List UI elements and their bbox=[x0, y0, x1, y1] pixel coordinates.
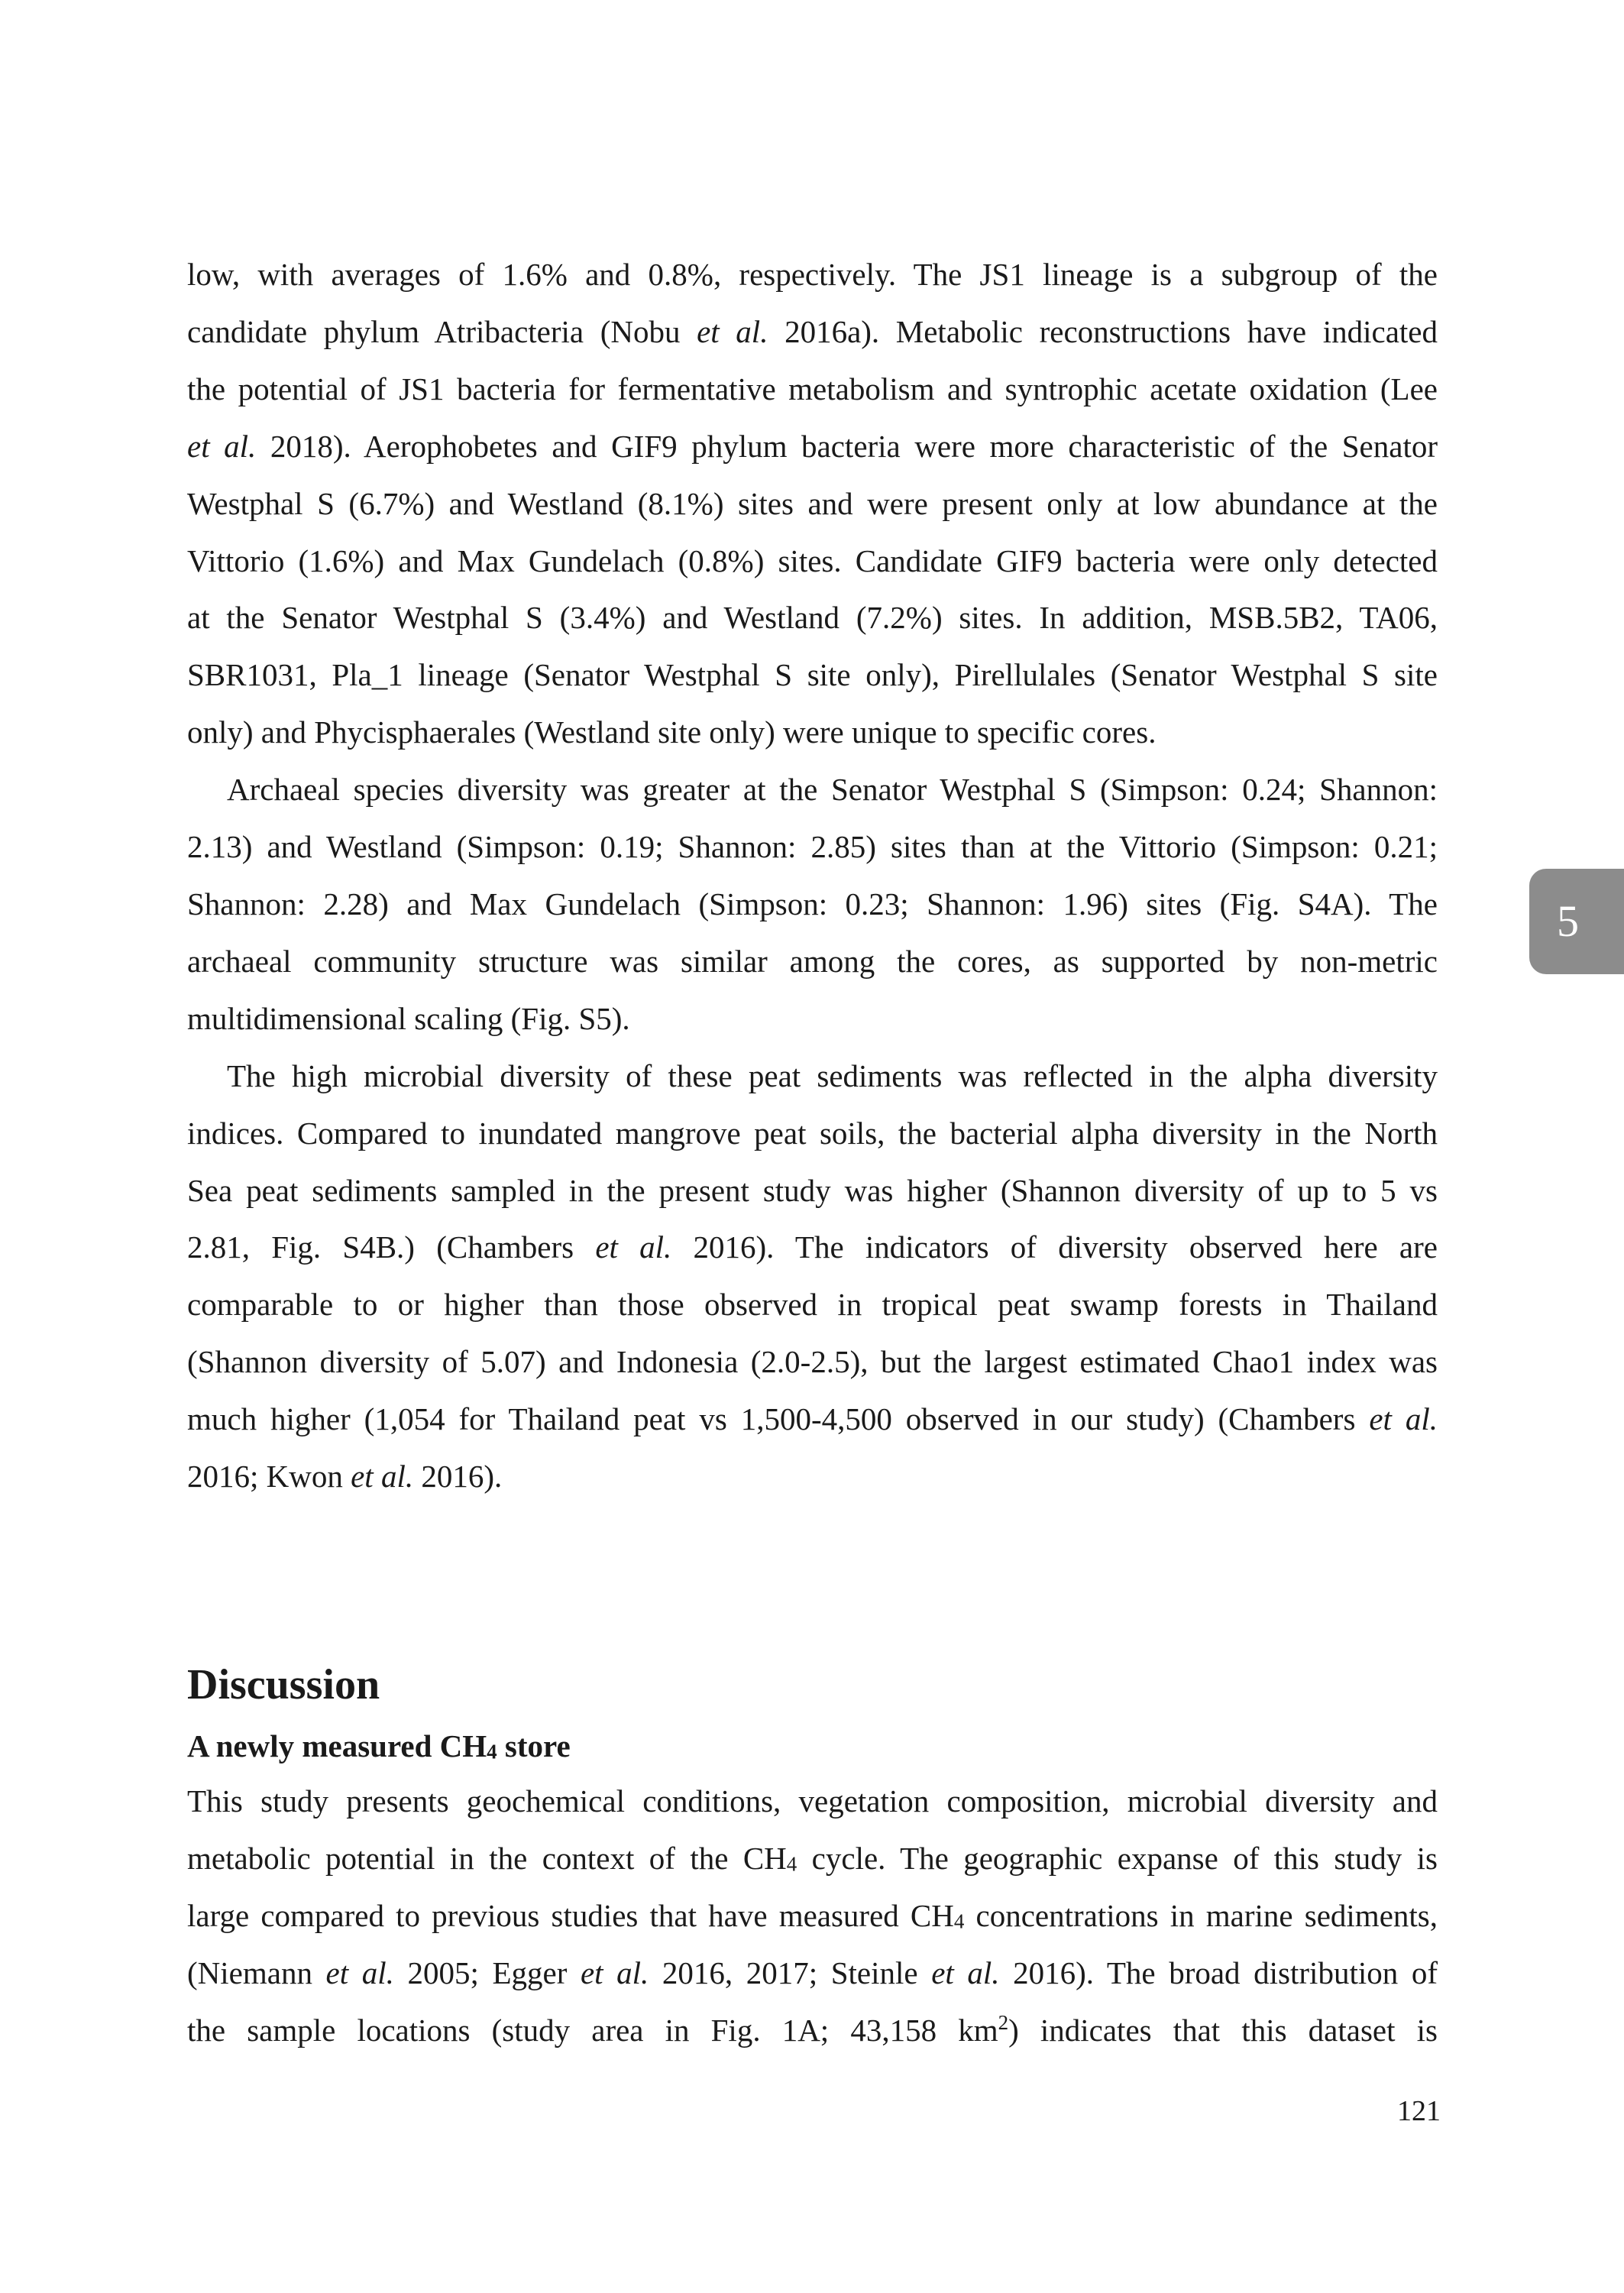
text-line: comparable to or higher than those observed in tropical peat swamp forests in Thailand bbox=[187, 1287, 1438, 1323]
text-line: Westphal S (6.7%) and Westland (8.1%) sites and were present only at low abundance at the bbox=[187, 485, 1438, 521]
text-line: archaeal community structure was similar among the cores, as supported by non-metric bbox=[187, 943, 1438, 979]
text-line: much higher (1,054 for Thailand peat vs 1,500-4,500 observed in our study) (Chambers et al. bbox=[187, 1401, 1438, 1437]
page-body bbox=[187, 246, 1438, 2058]
text-line: SBR1031, Pla_1 lineage (Senator Westphal S site only), Pirellulales (Senator Westphal S site bbox=[187, 657, 1438, 693]
results-paragraph-bacteria bbox=[187, 246, 1438, 761]
text-line: (Niemann et al. 2005; Egger et al. 2016, 2017; Steinle et al. 2016). The broad distribution of bbox=[187, 1955, 1438, 1990]
text-line: Vittorio (1.6%) and Max Gundelach (0.8%) sites. Candidate GIF9 bacteria were only detected bbox=[187, 542, 1438, 578]
results-paragraph-diversity bbox=[187, 1048, 1438, 1505]
text-line: the sample locations (study area in Fig. 1A; 43,158 $km^2$) indicates that this dataset is bbox=[187, 2010, 1438, 2048]
page-number: 121 bbox=[1397, 2095, 1441, 2127]
text-line: 2.81, Fig. S4B.) (Chambers et al. 2016). The indicators of diversity observed here are bbox=[187, 1229, 1438, 1265]
text-line: multidimensional scaling (Fig. S5). bbox=[187, 1000, 630, 1036]
text-line: 2016; Kwon et al. 2016). bbox=[187, 1459, 503, 1495]
text-line: 2.13) and Westland (Simpson: 0.19; Shannon: 2.85) sites than at the Vittorio (Simpson: 0.21; bbox=[187, 829, 1438, 865]
text-line: This study presents geochemical conditions, vegetation composition, microbial diversity and bbox=[187, 1783, 1438, 1819]
text-line: The high microbial diversity of these peat sediments was reflected in the alpha diversity bbox=[227, 1057, 1438, 1093]
text-line: Archaeal species diversity was greater at the Senator Westphal S (Simpson: 0.24; Shannon: bbox=[227, 772, 1438, 808]
text-line: indices. Compared to inundated mangrove peat soils, the bacterial alpha diversity in the North bbox=[187, 1115, 1438, 1151]
text-line: only) and Phycisphaerales (Westland site only) were unique to specific cores. bbox=[187, 714, 1157, 750]
text-line: Shannon: 2.28) and Max Gundelach (Simpson: 0.23; Shannon: 1.96) sites (Fig. S4A). The bbox=[187, 886, 1438, 921]
text-line: low, with averages of 1.6% and 0.8%, respectively. The JS1 lineage is a subgroup of the bbox=[187, 257, 1438, 292]
section-title: Discussion bbox=[187, 1660, 380, 1708]
subsection-title: A newly measured $CH_4$ store bbox=[187, 1728, 571, 1763]
text-line: et al. 2018). Aerophobetes and GIF9 phylum bacteria were more characteristic of the Senator bbox=[187, 428, 1438, 464]
text-line: the potential of JS1 bacteria for fermentative metabolism and syntrophic acetate oxidation (Lee bbox=[187, 371, 1438, 406]
results-paragraph-archaea bbox=[187, 761, 1438, 1048]
chapter-tab: 5 bbox=[1529, 869, 1624, 974]
text-line: (Shannon diversity of 5.07) and Indonesia (2.0-2.5), but the largest estimated Chao1 index was bbox=[187, 1344, 1438, 1380]
discussion-paragraph bbox=[187, 1773, 1438, 2059]
text-line: large compared to previous studies that have measured $CH_4$ concentrations in marine sediments, bbox=[187, 1897, 1438, 1933]
text-line: Sea peat sediments sampled in the present study was higher (Shannon diversity of up to 5 vs bbox=[187, 1172, 1438, 1208]
text-line: metabolic potential in the context of the $CH_4$ cycle. The geographic expanse of this study is bbox=[187, 1840, 1438, 1876]
text-line: candidate phylum Atribacteria (Nobu et al. 2016a). Metabolic reconstructions have indicated bbox=[187, 313, 1438, 349]
text-line: at the Senator Westphal S (3.4%) and Westland (7.2%) sites. In addition, MSB.5B2, TA06, bbox=[187, 600, 1438, 636]
